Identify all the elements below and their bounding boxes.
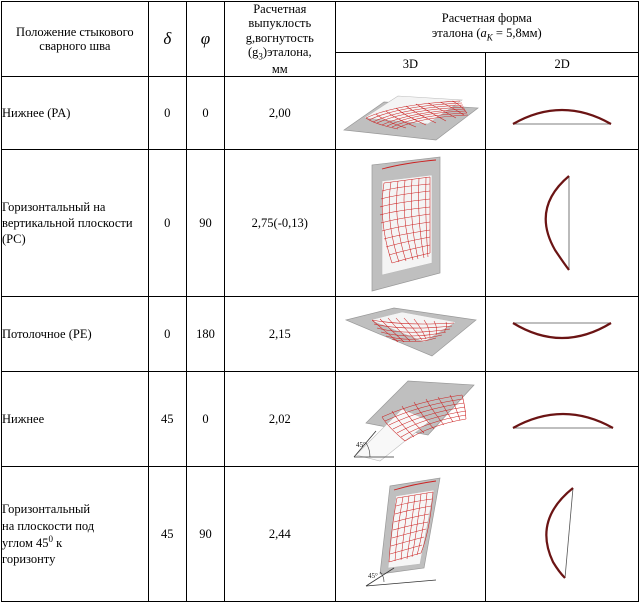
cell-shape-3d — [335, 467, 486, 602]
cell-position-l3: углом 45 — [2, 535, 49, 550]
cell-delta: 45 — [148, 467, 186, 602]
cell-phi: 0 — [186, 372, 224, 467]
header-value-l4c: )эталона, — [262, 45, 312, 60]
table-body — [2, 77, 639, 602]
cell-position-l2: на плоскости под — [2, 518, 95, 533]
header-3d: 3D — [335, 52, 486, 76]
cell-phi: 0 — [186, 77, 224, 150]
cell-value: 2,44 — [225, 467, 336, 602]
cell-position: Потолочное (PE) — [2, 297, 149, 372]
cell-phi: 180 — [186, 297, 224, 372]
table-row — [2, 150, 639, 297]
asymmetric-curve-2d-icon — [487, 158, 637, 288]
cell-shape-2d — [486, 372, 639, 467]
cell-delta: 0 — [148, 77, 186, 150]
header-phi: φ — [186, 2, 224, 77]
cell-value: 2,00 — [225, 77, 336, 150]
cell-shape-2d — [486, 77, 639, 150]
cell-shape-3d — [335, 150, 486, 297]
convex-surface-3d-flat-icon — [336, 78, 484, 148]
header-value-l5: мм — [271, 61, 288, 76]
angle-label: 45° — [356, 440, 367, 449]
cell-delta: 45 — [148, 372, 186, 467]
header-delta: δ — [148, 2, 186, 77]
header-value-l3: g,вогнутость — [245, 30, 314, 45]
header-value-l2: выпуклость — [248, 16, 312, 31]
cell-position — [2, 467, 149, 602]
cell-position-l3b: к — [53, 535, 63, 550]
cell-shape-3d — [335, 372, 486, 467]
cell-position: Горизонтальный на вертикальной плоскости (PC) — [2, 150, 149, 297]
cell-position: Нижнее — [2, 372, 149, 467]
header-row-1 — [2, 2, 639, 53]
header-shape-l2c: K — [486, 32, 493, 43]
header-shape-l1: Расчетная форма — [441, 10, 532, 25]
inclined-vertical-surface-3d-icon — [336, 468, 484, 601]
header-2d: 2D — [486, 52, 639, 76]
vertical-surface-3d-icon — [336, 151, 484, 296]
header-value-l4: (g — [248, 45, 259, 60]
cell-position-l3-sup: 0 — [48, 533, 54, 544]
table-row — [2, 77, 639, 150]
table-row — [2, 372, 639, 467]
cell-value: 2,02 — [225, 372, 336, 467]
cell-shape-2d — [486, 150, 639, 297]
cell-shape-3d — [335, 77, 486, 150]
cell-value: 2,75(-0,13) — [225, 150, 336, 297]
header-shape-group — [335, 2, 638, 53]
cell-delta: 0 — [148, 150, 186, 297]
header-shape-l2b: a — [480, 25, 487, 40]
header-value-l4b: 3 — [258, 51, 263, 62]
table-row — [2, 297, 639, 372]
weld-parameters-table — [1, 1, 639, 602]
header-value-l1: Расчетная — [253, 2, 307, 16]
cell-position-l1: Горизонтальный — [2, 502, 91, 517]
cell-delta: 0 — [148, 297, 186, 372]
convex-arc-2d-icon — [487, 84, 637, 142]
table-row — [2, 467, 639, 602]
cell-shape-3d — [335, 297, 486, 372]
header-position: Положение стыкового сварного шва — [2, 2, 149, 77]
asymmetric-curve-2d-icon — [487, 474, 637, 594]
convex-arc-2d-icon — [487, 390, 637, 448]
document-sheet — [0, 1, 640, 603]
header-shape-l2a: эталона ( — [431, 25, 481, 40]
cell-shape-2d — [486, 297, 639, 372]
table-header — [2, 2, 639, 77]
cell-phi: 90 — [186, 467, 224, 602]
angle-label: 45° — [368, 571, 379, 580]
header-shape-l2d: = 5,8мм) — [492, 25, 542, 40]
cell-phi: 90 — [186, 150, 224, 297]
cell-value: 2,15 — [225, 297, 336, 372]
cell-position-l4: горизонту — [2, 552, 56, 567]
cell-shape-2d — [486, 467, 639, 602]
inclined-surface-3d-icon — [336, 373, 484, 466]
concave-surface-3d-icon — [336, 298, 484, 370]
concave-arc-2d-icon — [487, 305, 637, 363]
header-value — [225, 2, 336, 77]
cell-position: Нижнее (PA) — [2, 77, 149, 150]
